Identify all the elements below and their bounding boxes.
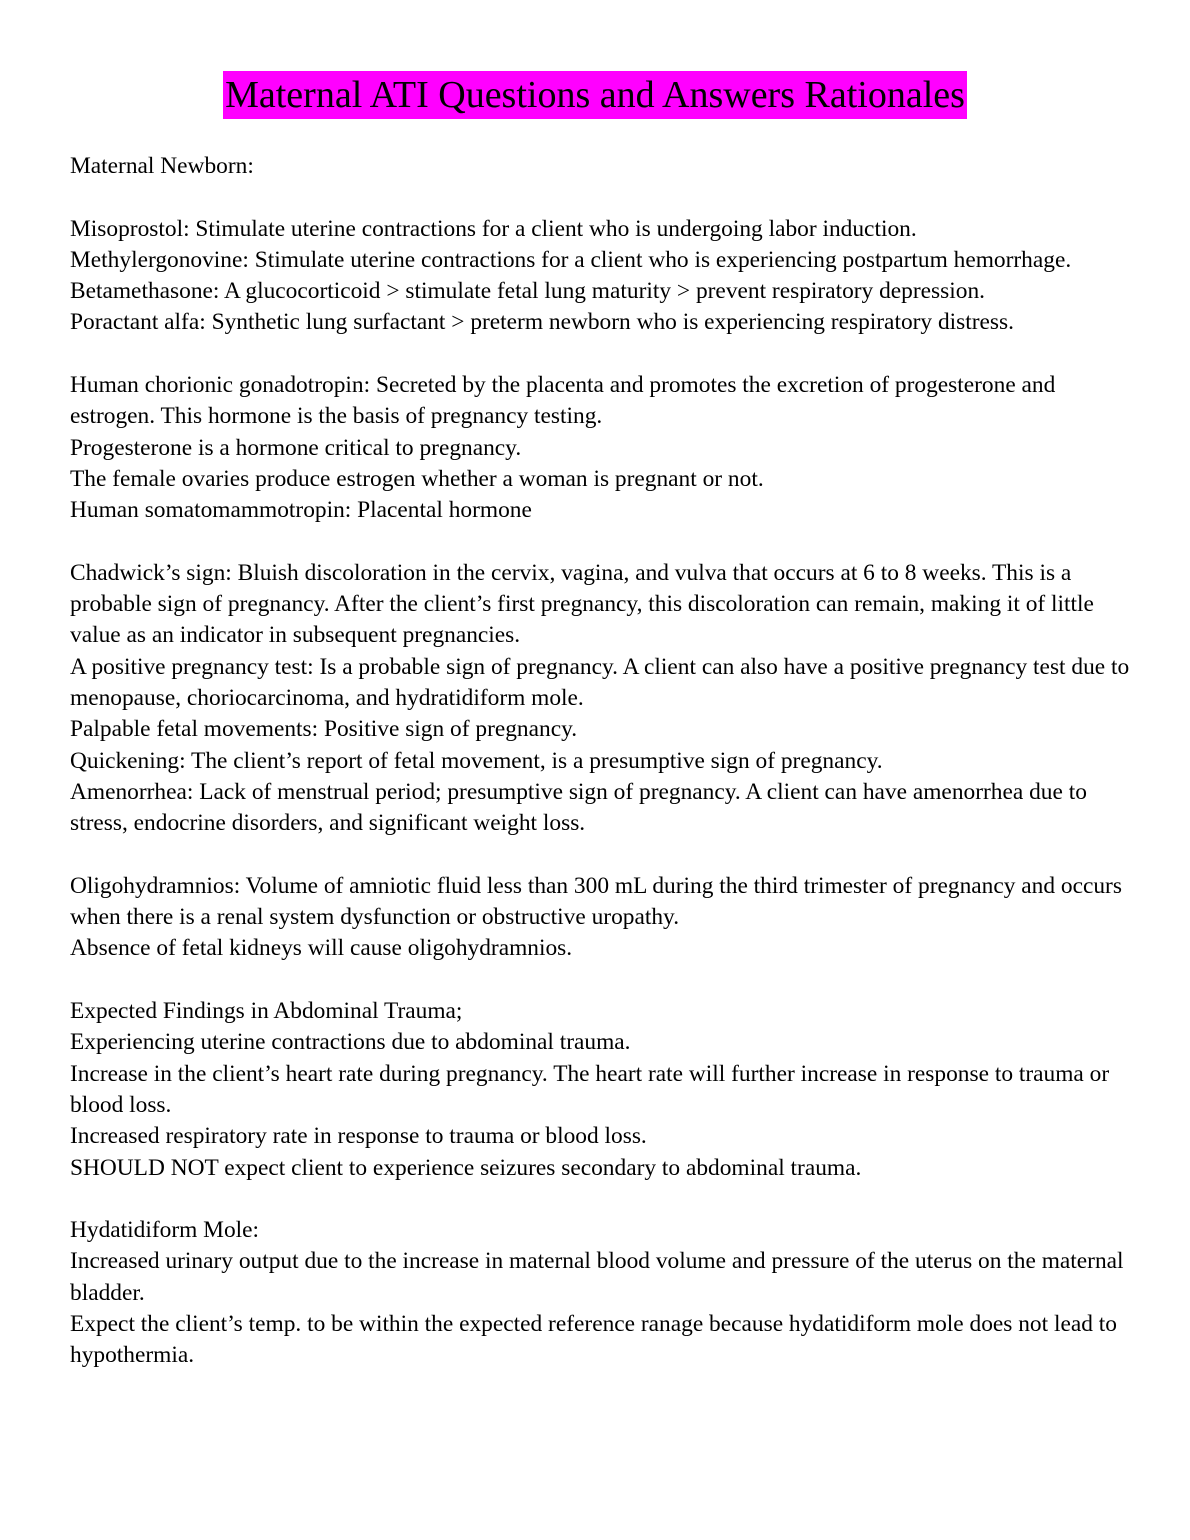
text-line: Increased respiratory rate in response to trauma or blood loss. bbox=[70, 1123, 647, 1150]
text-line: Quickening: The client’s report of fetal movement, is a presumptive sign of pregnancy. bbox=[70, 747, 883, 774]
text-line: Increase in the client’s heart rate during pregnancy. The heart rate will further increase in response to trauma or blood loss. bbox=[70, 1060, 1110, 1118]
document-body bbox=[70, 151, 1130, 1372]
text-line: Expect the client’s temp. to be within the expected reference ranage because hydatidiform mole does not lead to hypothermia. bbox=[70, 1310, 1117, 1369]
section-heading-maternal-newborn bbox=[70, 151, 1130, 182]
text-line: Maternal Newborn: bbox=[70, 153, 254, 179]
text-line: Human chorionic gonadotropin: Secreted by the placenta and promotes the excretion of progesterone and estrogen. This hormone is the basis of pregnancy testing. bbox=[70, 372, 1056, 430]
document-title: Maternal ATI Questions and Answers Rationales bbox=[223, 71, 967, 119]
section-medications bbox=[70, 214, 1130, 339]
text-line: Increased urinary output due to the increase in maternal blood volume and pressure of the uterus on the maternal bladder. bbox=[70, 1248, 1124, 1306]
text-line: Chadwick’s sign: Bluish discoloration in the cervix, vagina, and vulva that occurs at 6 to 8 weeks. This is a probable sign of pregnancy. After the client’s first pregnancy, this discoloration can remain, making it of little value as an indicator in subsequent pregnancies. bbox=[70, 559, 1094, 649]
section-hormones bbox=[70, 370, 1130, 526]
section-hydatidiform-mole bbox=[70, 1215, 1130, 1371]
text-line: Poractant alfa: Synthetic lung surfactant > preterm newborn who is experiencing respiratory distress. bbox=[70, 309, 1014, 336]
text-line: Hydatidiform Mole: bbox=[70, 1217, 260, 1244]
text-line: Palpable fetal movements: Positive sign of pregnancy. bbox=[70, 716, 578, 743]
text-line: Oligohydramnios: Volume of amniotic fluid less than 300 mL during the third trimester of pregnancy and occurs when there is a renal system dysfunction or obstructive uropathy. bbox=[70, 872, 1122, 931]
text-line: Expected Findings in Abdominal Trauma; bbox=[70, 998, 463, 1025]
section-oligohydramnios bbox=[70, 871, 1130, 965]
section-signs-of-pregnancy bbox=[70, 558, 1130, 840]
text-line: The female ovaries produce estrogen whether a woman is pregnant or not. bbox=[70, 465, 764, 492]
text-line: Human somatomammotropin: Placental hormone bbox=[70, 497, 532, 524]
text-line: Experiencing uterine contractions due to abdominal trauma. bbox=[70, 1029, 631, 1056]
text-line: Amenorrhea: Lack of menstrual period; presumptive sign of pregnancy. A client can have amenorrhea due to stress, endocrine disorders, and significant weight loss. bbox=[70, 778, 1087, 837]
section-abdominal-trauma bbox=[70, 996, 1130, 1184]
text-line: Absence of fetal kidneys will cause oligohydramnios. bbox=[70, 935, 573, 962]
text-line: Betamethasone: A glucocorticoid > stimulate fetal lung maturity > prevent respiratory depression. bbox=[70, 278, 985, 305]
text-line: Progesterone is a hormone critical to pregnancy. bbox=[70, 434, 522, 461]
text-line: Methylergonovine: Stimulate uterine contractions for a client who is experiencing postpartum hemorrhage. bbox=[70, 246, 1072, 273]
text-line: Misoprostol: Stimulate uterine contractions for a client who is undergoing labor induction. bbox=[70, 215, 917, 242]
text-line: A positive pregnancy test: Is a probable sign of pregnancy. A client can also have a positive pregnancy test due to menopause, choriocarcinoma, and hydratidiform mole. bbox=[70, 653, 1130, 712]
text-line: SHOULD NOT expect client to experience seizures secondary to abdominal trauma. bbox=[70, 1154, 862, 1181]
title-wrapper bbox=[0, 71, 1190, 119]
